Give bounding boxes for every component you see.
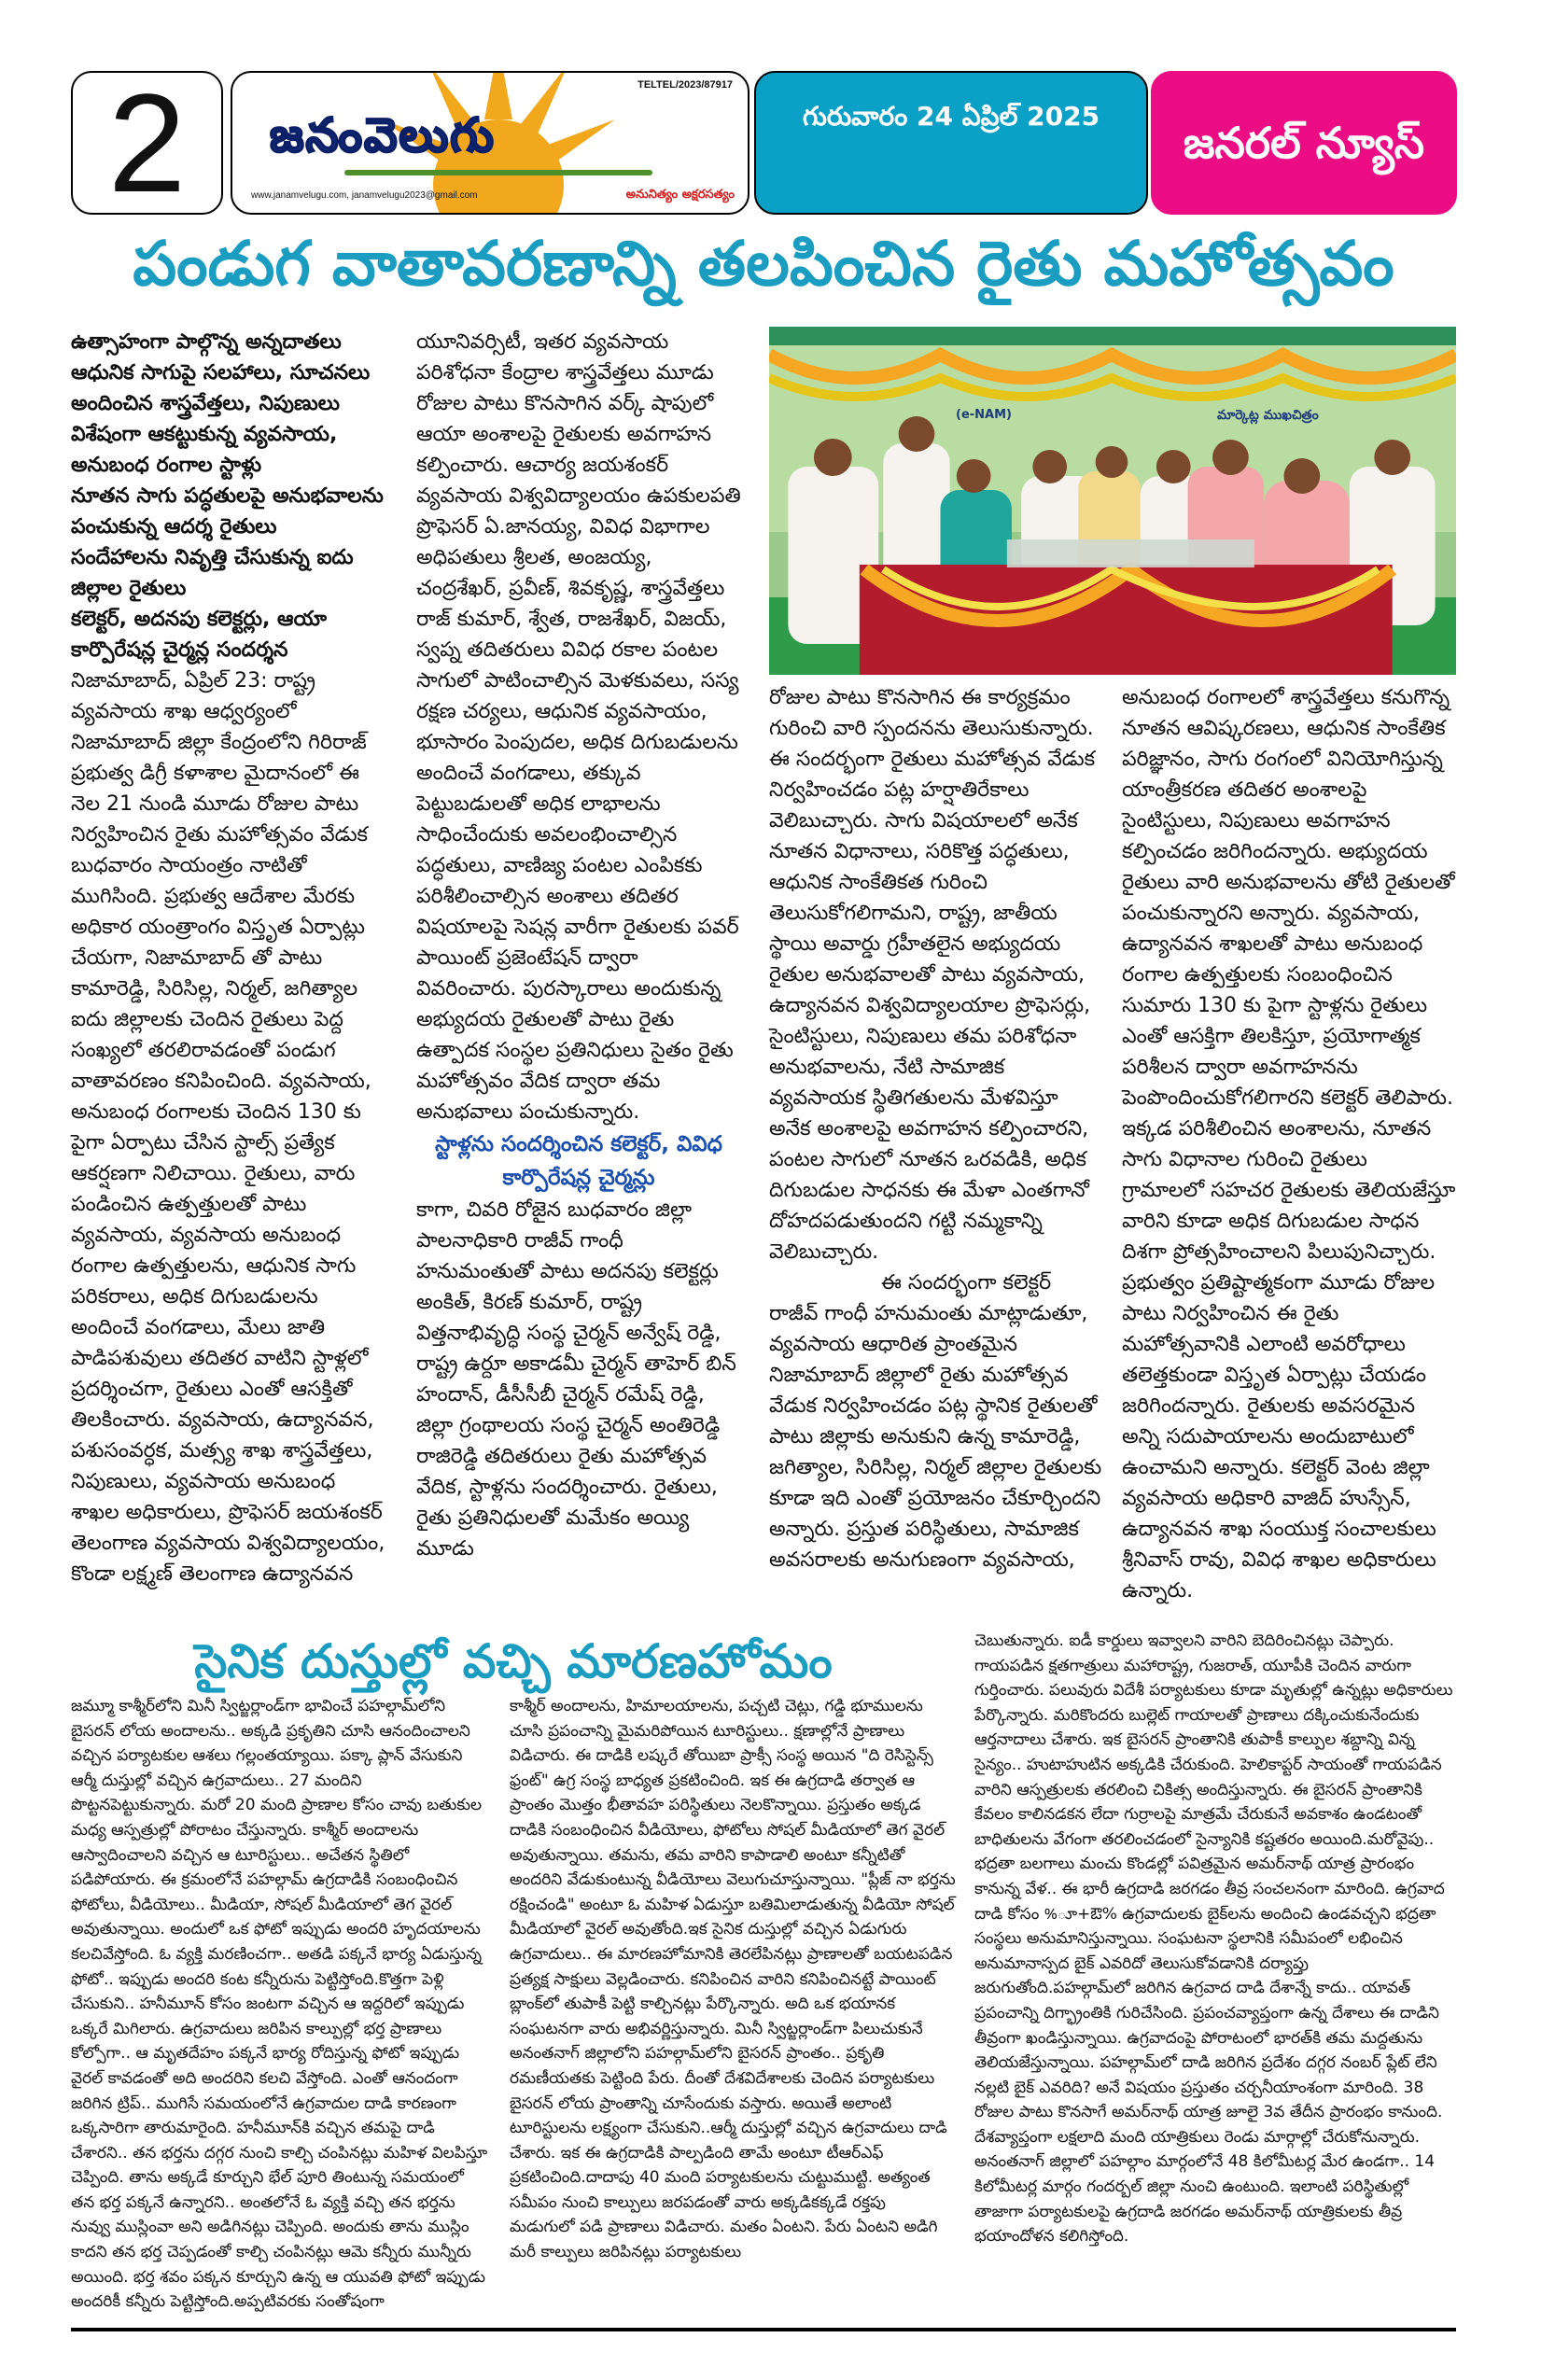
article2-column-1 <box>71 1694 491 2315</box>
banner-text: మార్కెట్ల ముఖచిత్రం <box>1217 408 1319 423</box>
article2 <box>71 1629 1456 2315</box>
main-headline: పండుగ వాతావరణాన్ని తలపించిన రైతు మహోత్సవం <box>133 228 1394 300</box>
section-box <box>1151 71 1457 215</box>
second-headline: సైనిక దుస్తుల్లో వచ్చి మారణహోమం <box>194 1634 833 1688</box>
article1-column-2 <box>416 327 741 1564</box>
registration-number: TELTEL/2023/87917 <box>637 79 733 91</box>
logo-underline <box>344 170 652 175</box>
masthead-logo <box>231 71 749 215</box>
paper-name: జనంవెలుగు <box>270 108 496 162</box>
highlight-item: నూతన సాగు పద్ధతులపై అనుభవాలను పంచుకున్న ఆదర్శ రైతులు <box>71 484 384 539</box>
article1-column-1 <box>71 327 388 1589</box>
article2-column-2 <box>510 1694 956 2265</box>
page-number <box>71 71 223 215</box>
highlight-item: ఉత్సాహంగా పాల్గొన్న అన్నదాతలు <box>71 330 342 354</box>
date-box <box>754 71 1148 215</box>
event-photo <box>769 327 1456 675</box>
article1-right-block <box>769 327 1456 1606</box>
article-text: యూనివర్సిటీ, ఇతర వ్యవసాయ పరిశోధనా కేంద్రాల శాస్త్రవేత్తలు మూడు రోజుల పాటు కొనసాగిన వర్క్ షాపులో ఆయా అంశాలపై రైతులకు అవగాహన కల్పించారు. ఆచార్య జయశంకర్ వ్యవసాయ విశ్వవిద్యాలయం ఉపకులపతి ప్రొఫెసర్ ఏ.జానయ్య, వివిధ విభాగాల అధిపతులు శ్రీలత, అంజయ్య, చంద్రశేఖర్, ప్రవీణ్, శివకృష్ణ, శాస్త్రవేత్తలు రాజ్ కుమార్, శ్వేత, రాజశేఖర్, విజయ్, స్వప్న తదితరులు వివిధ రకాల పంటల సాగులో పాటించాల్సిన మెళకువలు, సస్య రక్షణ చర్యలు, ఆధునిక వ్యవసాయం, భూసారం పెంపుదల, అధిక దిగుబడులను అందించే వంగడాలు, తక్కువ పెట్టుబడులతో అధిక లాభాలను సాధించేందుకు అవలంభించాల్సిన పద్ధతులు, వాణిజ్య పంటల ఎంపికకు పరిశీలించాల్సిన అంశాలు తదితర విషయాలపై సెషన్ల వారీగా రైతులకు పవర్ పాయింట్ ప్రజెంటేషన్ ద్వారా వివరించారు. పురస్కారాలు అందుకున్న అభ్యుదయ రైతులతో పాటు రైతు ఉత్పాదక సంస్థల ప్రతినిధులు సైతం రైతు మహోత్సవం వేదిక ద్వారా తమ అనుభవాలు పంచుకున్నారు. <box>416 330 741 1124</box>
article-text: అనుబంధ రంగాలలో శాస్త్రవేత్తలు కనుగొన్న నూతన ఆవిష్కరణలు, ఆధునిక సాంకేతిక పరిజ్ఞానం, సాగు రంగంలో వినియోగిస్తున్న యాంత్రీకరణ తదితర అంశాలపై సైంటిస్టులు, నిపుణులు అవగాహన కల్పించడం జరిగిందన్నారు. అభ్యుదయ రైతులు వారి అనుభవాలను తోటి రైతులతో పంచుకున్నారని అన్నారు. వ్యవసాయ, ఉద్యానవన శాఖలతో పాటు అనుబంధ రంగాల ఉత్పత్తులకు సంబంధించిన సుమారు 130 కు పైగా స్టాళ్లను రైతులు ఎంతో ఆసక్తిగా తిలకిస్తూ, ప్రయోగాత్మక పరిశీలన ద్వారా అవగాహనను పెంపొందించుకోగలిగారని కలెక్టర్ తెలిపారు. ఇక్కడ పరిశీలించిన అంశాలను, నూతన సాగు విధానాల గురించి రైతులు గ్రామాలలో సహచర రైతులకు తెలియజేస్తూ వారిని కూడా అధిక దిగుబడుల సాధన దిశగా ప్రోత్సహించాలని పిలుపునిచ్చారు. ప్రభుత్వం ప్రతిష్టాత్మకంగా మూడు రోజుల పాటు నిర్వహించిన ఈ రైతు మహోత్సవానికి ఎలాంటి అవరోధాలు తలెత్తకుండా విస్తృత ఏర్పాట్లు చేయడం జరిగిందన్నారు. రైతులకు అవసరమైన అన్ని సదుపాయాలను అందుబాటులో ఉంచామని అన్నారు. కలెక్టర్ వెంట జిల్లా వ్యవసాయ అధికారి వాజిద్ హుస్సేన్, ఉద్యానవన శాఖ సంయుక్త సంచాలకులు శ్రీనివాస్ రావు, వివిధ శాఖల అధికారులు ఉన్నారు. <box>1122 686 1456 1603</box>
article-text: చెబుతున్నారు. ఐడీ కార్డులు ఇవ్వాలని వారిని బెదిరించినట్లు చెప్పారు. గాయపడిన క్షతగాత్రులు మహారాష్ట్ర, గుజరాత్, యూపీకి చెందిన వారుగా గుర్తించారు. పలువురు విదేశీ పర్యాటకులు కూడా మృతుల్లో ఉన్నట్లు అధికారులు పేర్కొన్నారు. మరికొందరు బుల్లెట్ గాయాలతో ప్రాణాలు దక్కించుకునేందుకు ఆర్తనాదాలు చేశారు. ఇక బైసరన్ ప్రాంతానికి తుపాకీ కాల్పుల శబ్దాన్ని విన్న సైన్యం.. హుటాహుటిన అక్కడికి చేరుకుంది. హెలికాప్టర్ సాయంతో గాయపడిన వారిని ఆస్పత్రులకు తరలించి చికిత్స అందిస్తున్నారు. ఈ బైసరన్ ప్రాంతానికి కేవలం కాలినడకన లేదా గుర్రాలపై మాత్రమే చేరుకునే అవకాశం ఉండటంతో బాధితులను వేగంగా తరలించడంలో సైన్యానికి కష్టతరం అయింది.మరోవైపు.. భద్రతా బలగాలు మంచు కొండల్లో పవిత్రమైన అమర్‌నాథ్ యాత్ర ప్రారంభం కానున్న వేళ.. ఈ భారీ ఉగ్రదాడి జరగడం తీవ్ర సంచలనంగా మారింది. ఉగ్రవాద దాడి కోసం %ూ+ఔ% ఉగ్రవాదులకు బైక్‌లను అందించి ఉండవచ్చని భద్రతా సంస్థలు అనుమానిస్తున్నాయి. సంఘటనా స్థలానికి సమీపంలో లభించిన అనుమానాస్పద బైక్ ఎవరిదో తెలుసుకోవడానికి దర్యాప్తు జరుగుతోంది.పహల్గామ్‌లో జరిగిన ఉగ్రవాద దాడి దేశాన్నే కాదు.. యావత్ ప్రపంచాన్ని దిగ్భ్రాంతికి గురిచేసింది. ప్రపంచవ్యాప్తంగా ఉన్న దేశాలు ఈ దాడిని తీవ్రంగా ఖండిస్తున్నాయి. ఉగ్రవాదంపై పోరాటంలో భారత్‌కి తమ మద్దతును తెలియజేస్తున్నాయి. పహల్గామ్‌లో దాడి జరిగిన ప్రదేశం దగ్గర నంబర్ ప్లేట్ లేని నల్లటి బైక్ ఎవరిది? అనే విషయం ప్రస్తుతం చర్చనీయాంశంగా మారింది. 38 రోజుల పాటు కొనసాగే అమర్‌నాథ్ యాత్ర జూలై 3వ తేదీన ప్రారంభం కానుంది. దేశవ్యాప్తంగా లక్షలాది మంది యాత్రికులు రెండు మార్గాల్లో చేరుకోనున్నారు. అనంతనాగ్ జిల్లాలో పహల్గాం మార్గంలోనే 48 కిలోమీటర్ల మేర ఉండగా.. 14 కిలోమీటర్ల మార్గం గందర్బల్ జిల్లా నుంచి ఉంటుంది. ఇలాంటి పరిస్థితుల్లో తాజాగా పర్యాటకులపై ఉగ్రదాడి జరగడం అమర్‌నాథ్ యాత్రికులకు తీవ్ర భయాందోళన కలిగిస్తోంది. <box>974 1631 1453 2247</box>
section-title: జనరల్ న్యూస్ <box>1183 118 1425 168</box>
article1 <box>71 327 1456 1606</box>
bottom-rule <box>71 2328 1456 2331</box>
highlight-item: సందేహాలను నివృత్తి చేసుకున్న ఐదు జిల్లాల రైతులు <box>71 546 354 600</box>
article1-column-4 <box>1122 682 1456 1606</box>
highlight-item: కలెక్టర్, అదనపు కలెక్టర్లు, ఆయా కార్పొరేషన్ల చైర్మన్ల సందర్శన <box>71 608 327 662</box>
issue-date: గురువారం 24 ఏప్రిల్ 2025 <box>802 101 1100 132</box>
page-number-text: 2 <box>107 71 187 215</box>
article-text: నిజామాబాద్, ఏప్రిల్ 23: రాష్ట్ర వ్యవసాయ శాఖ ఆధ్వర్యంలో నిజామాబాద్ జిల్లా కేంద్రంలోని గిరిరాజ్ ప్రభుత్వ డిగ్రీ కళాశాల మైదానంలో ఈ నెల 21 నుండి మూడు రోజుల పాటు నిర్వహించిన రైతు మహోత్సవం వేడుక బుధవారం సాయంత్రం నాటితో ముగిసింది. ప్రభుత్వ ఆదేశాల మేరకు అధికార యంత్రాంగం విస్తృత ఏర్పాట్లు చేయగా, నిజామాబాద్ తో పాటు కామారెడ్డి, సిరిసిల్ల, నిర్మల్, జగిత్యాల ఐదు జిల్లాలకు చెందిన రైతులు పెద్ద సంఖ్యలో తరలిరావడంతో పండుగ వాతావరణం కనిపించింది. వ్యవసాయ, అనుబంధ రంగాలకు చెందిన 130 కు పైగా ఏర్పాటు చేసిన స్టాల్స్ ప్రత్యేక ఆకర్షణగా నిలిచాయి. రైతులు, వారు పండించిన ఉత్పత్తులతో పాటు వ్యవసాయ, వ్యవసాయ అనుబంధ రంగాల ఉత్పత్తులను, ఆధునిక సాగు పరికరాలు, అధిక దిగుబడులను అందించే వంగడాలు, మేలు జాతి పాడిపశువులు తదితర వాటిని స్టాళ్లలో ప్రదర్శించగా, రైతులు ఎంతో ఆసక్తితో తిలకించారు. వ్యవసాయ, ఉద్యానవన, పశుసంవర్ధక, మత్స్య శాఖ శాస్త్రవేత్తలు, నిపుణులు, వ్యవసాయ అనుబంధ శాఖల అధికారులు, ప్రొఫెసర్ జయశంకర్ తెలంగాణ వ్యవసాయ విశ్వవిద్యాలయం, కొండా లక్ష్మణ్ తెలంగాణ ఉద్యానవన <box>71 669 385 1586</box>
article-text: కాగా, చివరి రోజైన బుధవారం జిల్లా పాలనాధికారి రాజీవ్ గాంధీ హనుమంతుతో పాటు అదనపు కలెక్టర్లు అంకిత్, కిరణ్ కుమార్, రాష్ట్ర విత్తనాభివృద్ధి సంస్థ చైర్మన్ అన్వేష్ రెడ్డి, రాష్ట్ర ఉర్దూ అకాడమీ చైర్మన్ తాహెర్ బిన్ హందాన్, డీసీసీబీ చైర్మన్ రమేష్ రెడ్డి, జిల్లా గ్రంథాలయ సంస్థ చైర్మన్ అంతిరెడ్డి రాజిరెడ్డి తదితరులు రైతు మహోత్సవ వేదిక, స్టాళ్లను సందర్శించారు. రైతులు, రైతు ప్రతినిధులతో మమేకం అయ్యి మూడు <box>416 1198 736 1561</box>
article-text: ఈ సందర్భంగా కలెక్టర్ రాజీవ్ గాంధీ హనుమంతు మాట్లాడుతూ, వ్యవసాయ ఆధారిత ప్రాంతమైన నిజామాబాద్ జిల్లాలో రైతు మహోత్సవ వేడుక నిర్వహించడం పట్ల స్థానిక రైతులతో పాటు జిల్లాకు అనుకుని ఉన్న కామారెడ్డి, జగిత్యాల, సిరిసిల్ల, నిర్మల్ జిల్లాల రైతులకు కూడా ఇది ఎంతో ప్రయోజనం చేకూర్చిందని అన్నారు. ప్రస్తుత పరిస్థితులు, సామాజిక అవసరాలకు అనుగుణంగా వ్యవసాయ, <box>769 1271 1102 1572</box>
article-text: కాశ్మీర్ అందాలను, హిమాలయాలను, పచ్చటి చెట్లు, గడ్డి భూములను చూసి ప్రపంచాన్ని మైమరిపోయిన టూరిస్టులు.. క్షణాల్లోనే ప్రాణాలు విడిచారు. ఈ దాడికి లష్కరే తోయిబా ప్రాక్సీ సంస్థ అయిన "ది రెసిస్టెన్స్ ఫ్రంట్" ఉగ్ర సంస్థ బాధ్యత ప్రకటించింది. ఇక ఈ ఉగ్రదాడి తర్వాత ఆ ప్రాంతం మొత్తం భీతావహ పరిస్థితులు నెలకొన్నాయి. ప్రస్తుతం అక్కడ దాడికి సంబంధించిన వీడియోలు, ఫోటోలు సోషల్ మీడియాలో తెగ వైరల్ అవుతున్నాయి. తమను, తమ వారిని కాపాడాలి అంటూ కన్నీటితో అందరిని వేడుకుంటున్న వీడియోలు వెలుగుచూస్తున్నాయి. "ప్లీజ్ నా భర్తను రక్షించండి" అంటూ ఓ మహిళ ఏడుస్తూ బతిమిలాడుతున్న వీడియో సోషల్ మీడియాలో వైరల్ అవుతోంది.ఇక సైనిక దుస్తుల్లో వచ్చిన ఏడుగురు ఉగ్రవాదులు.. ఈ మారణహోమానికి తెరలేపినట్లు ప్రాణాలతో బయటపడిన ప్రత్యక్ష సాక్షులు వెల్లడించారు. కనిపించిన వారిని కనిపించినట్టే పాయింట్ బ్లాంక్‌లో తుపాకీ పెట్టి కాల్చినట్లు పేర్కొన్నారు. అది ఒక భయానక సంఘటనగా వారు అభివర్ణిస్తున్నారు. మినీ స్విట్జర్లాండ్‌గా పిలుచుకునే అనంతనాగ్ జిల్లాలోని పహల్గామ్‌లోని బైసరన్ ప్రాంతం.. ప్రకృతి రమణీయతకు పెట్టింది పేరు. దీంతో దేశవిదేశాలకు చెందిన పర్యాటకులు బైసరన్ లోయ ప్రాంతాన్ని చూసేందుకు వస్తారు. అయితే అలాంటి టూరిస్టులను లక్ష్యంగా చేసుకుని..ఆర్మీ దుస్తుల్లో వచ్చిన ఉగ్రవాదులు దాడి చేశారు. ఇక ఈ ఉగ్రదాడికి పాల్పడింది తామే అంటూ టీఆర్ఎఫ్ ప్రకటించింది.దాదాపు 40 మంది పర్యాటకులను చుట్టుముట్టి. అత్యంత సమీపం నుంచి కాల్పులు జరపడంతో వారు అక్కడికక్కడే రక్తపు మడుగులో పడి ప్రాణాలు విడిచారు. మతం ఏంటని. పేరు ఏంటని అడిగి మరీ కాల్పులు జరిపినట్లు పర్యాటకులు <box>510 1697 956 2262</box>
highlights <box>71 327 388 665</box>
website-email: www.janamvelugu.com, janamvelugu2023@gmail.com <box>251 190 478 201</box>
subheading: స్టాళ్లను సందర్శించిన కలెక్టర్, వివిధ కార్పొరేషన్ల చైర్మన్లు <box>435 1132 722 1190</box>
highlight-item: ఆధునిక సాగుపై సలహాలు, సూచనలు అందించిన శాస్త్రవేత్తలు, నిపుణులు <box>71 361 371 415</box>
highlight-item: విశేషంగా ఆకట్టుకున్న వ్యవసాయ, అనుబంధ రంగాల స్టాళ్లు <box>71 423 338 477</box>
banner-text: (e-NAM) <box>956 408 1012 422</box>
article-text: జమ్మూ కాశ్మీర్‌లోని మినీ స్విట్జర్లాండ్‌గా భావించే పహల్గామ్‌లోని బైసరన్ లోయ అందాలను.. అక్కడి ప్రకృతిని చూసి ఆనందించాలని వచ్చిన పర్యాటకుల ఆశలు గల్లంతయ్యాయి. పక్కా ప్లాన్ వేసుకుని ఆర్మీ దుస్తుల్లో వచ్చిన ఉగ్రవాదులు.. 27 మందిని పొట్టనపెట్టుకున్నారు. మరో 20 మంది ప్రాణాల కోసం చావు బతుకుల మధ్య ఆస్పత్రుల్లో పోరాటం చేస్తున్నారు. కాశ్మీర్ అందాలను ఆస్వాదించాలని వచ్చిన ఆ టూరిస్టులు.. అచేతన స్థితిలో పడిపోయారు. ఈ క్రమంలోనే పహల్గామ్ ఉగ్రదాడికి సంబంధించిన ఫోటోలు, వీడియోలు.. మీడియా, సోషల్ మీడియాలో తెగ వైరల్ అవుతున్నాయి. అందులో ఒక ఫోటో ఇప్పుడు అందరి హృదయాలను కలచివేస్తోంది. ఓ వ్యక్తి మరణించగా.. అతడి పక్కనే భార్య ఏడుస్తున్న ఫోటో.. ఇప్పుడు అందరి కంట కన్నీరును పెట్టిస్తోంది.కొత్తగా పెళ్లి చేసుకుని.. హనీమూన్ కోసం జంటగా వచ్చిన ఆ ఇద్దరిలో ఇప్పుడు ఒక్కరే మిగిలారు. ఉగ్రవాదులు జరిపిన కాల్పుల్లో భర్త ప్రాణాలు కోల్పోగా.. ఆ మృతదేహం పక్కనే భార్య రోదిస్తున్న ఫోటో ఇప్పుడు వైరల్ కావడంతో అది అందరిని కలచి వేస్తోంది. ఎంతో ఆనందంగా జరిగిన ట్రిప్.. ముగిసే సమయంలోనే ఉగ్రవాదుల దాడి కారణంగా ఒక్కసారిగా తారుమారైంది. హనీమూన్‌కి వచ్చిన తమపై దాడి చేశారని.. తన భర్తను దగ్గర నుంచి కాల్చి చంపినట్లు మహిళ విలపిస్తూ చెప్పింది. తాను అక్కడే కూర్చుని భేల్ పూరి తింటున్న సమయంలో తన భర్త పక్కనే ఉన్నారని.. అంతలోనే ఓ వ్యక్తి వచ్చి తన భర్తను నువ్వు ముస్లింవా అని అడిగినట్లు చెప్పింది. అందుకు తాను ముస్లిం కాదని తన భర్త చెప్పడంతో కాల్చి చంపినట్లు ఆమె కన్నీరు మున్నీరు అయింది. భర్త శవం పక్కన కూర్చుని ఉన్న ఆ యువతి ఫోటో ఇప్పుడు అందరికీ కన్నీరు పెట్టిస్తోంది.అప్పటివరకు సంతోషంగా <box>71 1697 488 2312</box>
article2-column-3 <box>974 1629 1456 2249</box>
farmers-festival-photo-icon <box>769 327 1456 675</box>
page-body <box>71 222 1456 2331</box>
article1-column-3 <box>769 682 1103 1606</box>
article-text: రోజుల పాటు కొనసాగిన ఈ కార్యక్రమం గురించి వారి స్పందనను తెలుసుకున్నారు. ఈ సందర్భంగా రైతులు మహోత్సవ వేడుక నిర్వహించడం పట్ల హర్షాతిరేకాలు వెలిబుచ్చారు. సాగు విషయాలలో అనేక నూతన విధానాలు, సరికొత్త పద్ధతులు, ఆధునిక సాంకేతికత గురించి తెలుసుకోగలిగామని, రాష్ట్ర, జాతీయ స్థాయి అవార్డు గ్రహీతలైన అభ్యుదయ రైతుల అనుభవాలతో పాటు వ్యవసాయ, ఉద్యానవన విశ్వవిద్యాలయాల ప్రొఫెసర్లు, సైంటిస్టులు, నిపుణులు తమ పరిశోధనా అనుభవాలను, నేటి సామాజిక వ్యవసాయక స్థితిగతులను మేళవిస్తూ అనేక అంశాలపై అవగాహన కల్పించారని, పంటల సాగులో నూతన ఒరవడికి, అధిక దిగుబడుల సాధనకు ఈ మేళా ఎంతగానో దోహదపడుతుందని గట్టి నమ్మకాన్ని వెలిబుచ్చారు. <box>769 686 1096 1264</box>
tagline: అనునిత్యం అక్షరసత్యం <box>625 188 735 202</box>
